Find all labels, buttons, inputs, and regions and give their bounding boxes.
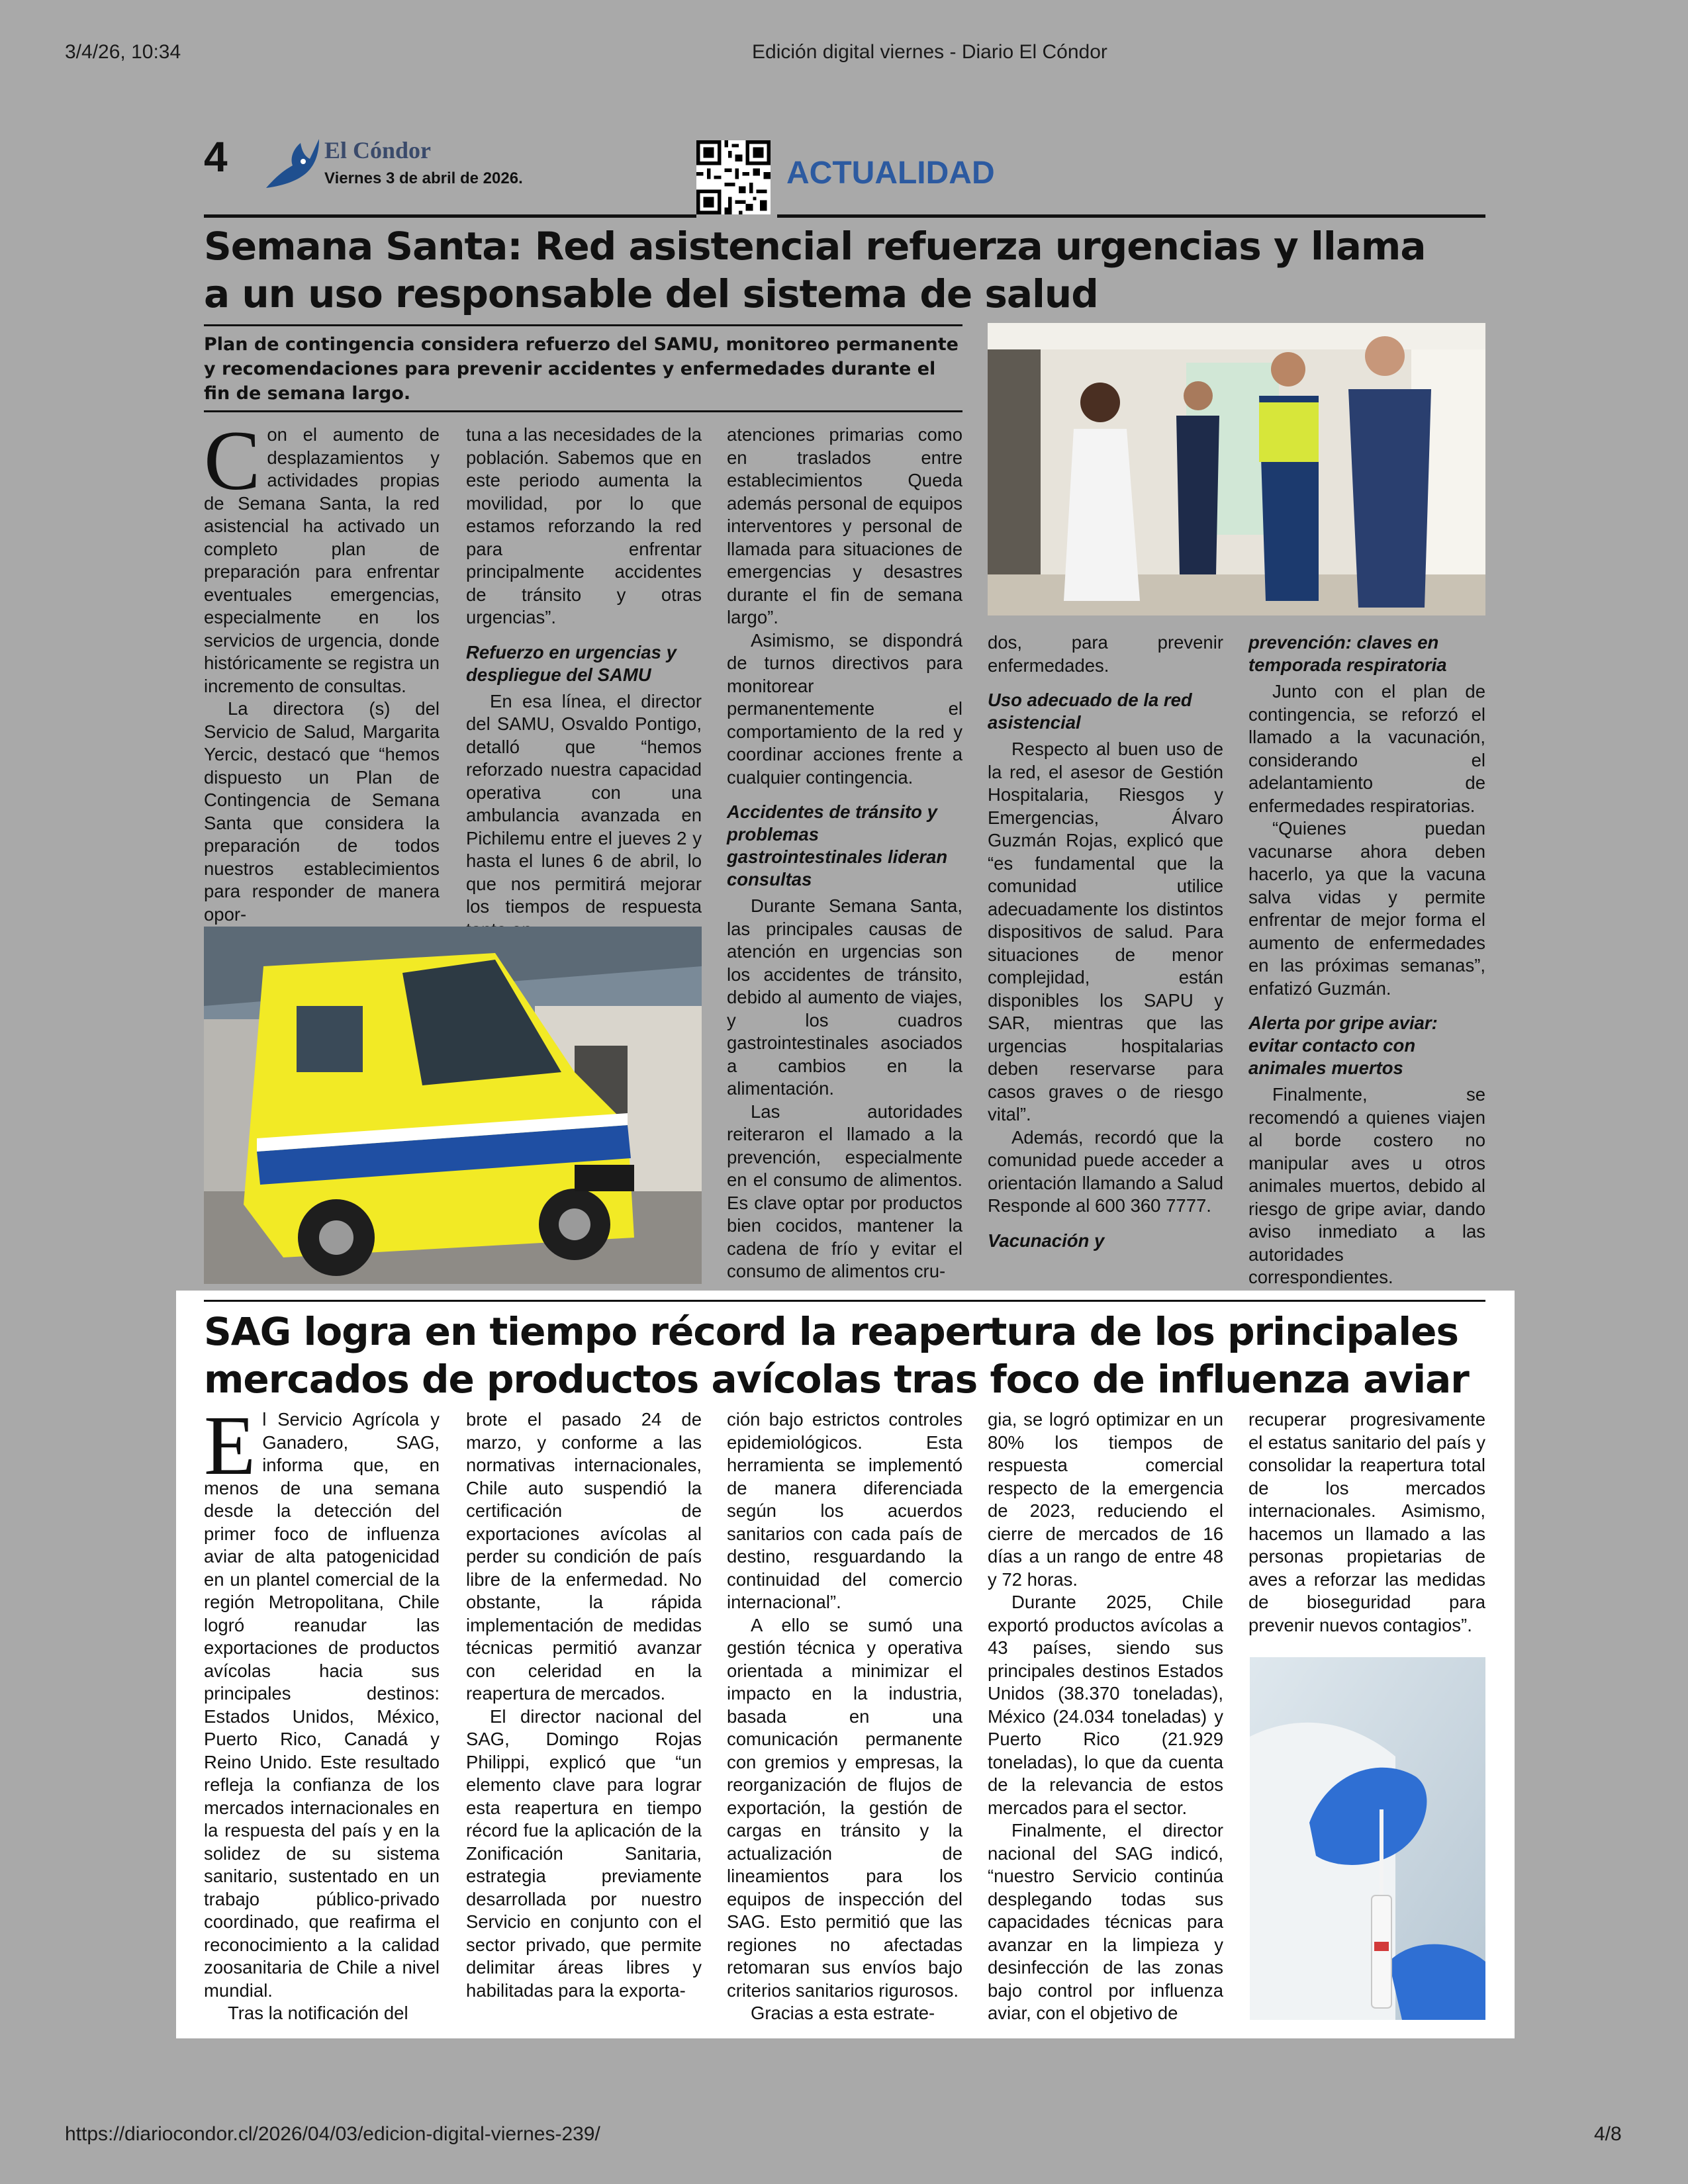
article1-col2-p1: tuna a las necesidades de la población. Sabemos que en este periodo aumenta la movilidad, por lo que estamos reforzando la red para enfrentar principalmente accidentes de tránsito y otras urgencias”.	[466, 424, 702, 627]
article1-subhead-accidentes: Accidentes de tránsito y problemas gastrointestinales lideran consultas	[727, 801, 948, 889]
article2-col2-p2: El director nacional del SAG, Domingo Rojas Philippi, explicó que “un elemento clave para lograr esta reapertura en tiempo récord fue la aplicación de la Zonificación Sanitaria, estrategia previamente desarrollada por nuestro Servicio en conjunto con el sector privado, que permite delimitar áreas libres y habilitadas para la exporta-	[466, 1706, 702, 2001]
print-page-title: Edición digital viernes - Diario El Cóndor	[752, 41, 1107, 63]
article2-col3-p2: A ello se sumó una gestión técnica y operativa orientada a minimizar el impacto en la industria, basada en una comunicación permanente con gremios y empresas, la reorganización de flujos de exportación, la gestión de cargas en tránsito y la actualización de lineamientos para los equipos de inspección del SAG. Esto permitió que las regiones no afectadas retomaran sus envíos bajo criterios sanitarios rigurosos.	[727, 1614, 962, 2001]
article1-col2	[466, 424, 702, 941]
article1-col3-p2: Asimismo, se dispondrá de turnos directivos para monitorear permanentemente el comportamiento de la red y coordinar acciones frente a cualquier contingencia.	[727, 629, 962, 788]
header-rule-right	[777, 214, 1485, 218]
deck-rule-top	[204, 324, 962, 326]
article2-col5	[1248, 1408, 1485, 1637]
article2-col4-p2: Durante 2025, Chile exportó productos avícolas a 43 países, siendo sus principales destinos Estados Unidos (38.370 toneladas), México (24.034 toneladas) y Puerto Rico (21.929 toneladas), lo que da cuenta de la relevancia de estos mercados para el sector.	[988, 1592, 1223, 1818]
article2-col2-p1: brote el pasado 24 de marzo, y conforme a las normativas internacionales, Chile auto suspendió la certificación de exportaciones avícolas al perder su condición de país libre de la enfermedad. No obstante, la rápida implementación de medidas técnicas permitió avanzar con celeridad en la reapertura de mercados.	[466, 1409, 702, 1704]
article1-headline: Semana Santa: Red asistencial refuerza urgencias y llama a un uso responsable del sistema de salud	[204, 224, 1426, 316]
article2-col3-p1: ción bajo estrictos controles epidemiológicos. Esta herramienta se implementó de manera diferenciada según los acuerdos sanitarios con cada país de destino, resguardando la continuidad del comercio internacional”.	[727, 1409, 962, 1612]
lab-test-photo	[1250, 1657, 1485, 2020]
article1-col2-p2: En esa línea, el director del SAMU, Osvaldo Pontigo, detalló que “hemos reforzado nuestra capacidad operativa con una ambulancia avanzada en Pichilemu entre el jueves 2 y hasta el lunes 6 de abril, lo que nos permitirá mejorar los tiempos de respuesta	[466, 690, 702, 917]
article1-col3-p3: Durante Semana Santa, las principales causas de atención en urgencias son los accidentes de tránsito, debido al aumento de viajes, y los cuadros gastrointestinales asociados a cambios en la alimentación.	[727, 895, 962, 1099]
ambulance-photo	[204, 927, 702, 1284]
article2-col4-p3: Finalmente, el director nacional del SAG indicó, “nuestro Servicio continúa desplegando todas sus capacidades técnicas para avanzar en la limpieza y desinfección de las zonas bajo control por influenza aviar, con el objetivo de	[988, 1820, 1223, 2023]
article1-col4	[988, 631, 1223, 1256]
article1-subhead-samu: Refuerzo en urgencias y despliegue del SAMU	[466, 641, 677, 685]
article1-col3-p4: Las autoridades reiteraron el llamado a la prevención, especialmente en el consumo de alimentos. Es clave optar por productos bien cocidos, mantener la cadena de frío y evitar el consumo de alimentos cru-	[727, 1101, 962, 1281]
article2-col5-p1: recuperar progresivamente el estatus sanitario del país y consolidar la reapertura total de los mercados internacionales. Asimismo, hacemos un llamado a las personas propietarias de aves a reforzar las medidas de bioseguridad para prevenir nuevos contagios”.	[1248, 1409, 1485, 1635]
article1-subhead-red: Uso adecuado de la red asistencial	[988, 690, 1192, 733]
article1-col4-p2: Respecto al buen uso de la red, el asesor de Gestión Hospitalaria, Riesgos y Emergencias, Álvaro Guzmán Rojas, explicó que “es fundamental que la comunidad utilice adecuadamente los distintos dispositivos de salud. Para situaciones de menor complejidad, están disponibles los SAPU y SAR, mientras que las urgencias hospitalarias deben reservarse para casos graves o de riesgo vital”.	[988, 739, 1223, 1124]
article1-col4-p1: dos, para prevenir enfermedades.	[988, 632, 1223, 676]
article2-headline: SAG logra en tiempo récord la reapertura de los principales mercados de productos avícolas tras foco de influenza aviar	[204, 1309, 1469, 1402]
article2-col3	[727, 1408, 962, 2025]
article1-col5-p3: Finalmente, se recomendó a quienes viajen al borde costero no manipular aves u otros animales muertos, debido al riesgo de gripe aviar, dando aviso inmediato a las autoridades correspondientes.	[1248, 1084, 1485, 1287]
article1-col1-p2: La directora (s) del Servicio de Salud, Margarita Yercic, destacó que “hemos dispuesto un Plan de Contingencia de Semana Santa que considera la preparación de todos nuestros establecimientos para responder de manera opor-	[204, 698, 440, 925]
article1-dropcap: C	[204, 414, 261, 508]
article2-col4-p1: gia, se logró optimizar en un 80% los tiempos de respuesta comercial respecto de la emergencia de 2023, reduciendo el cierre de mercados de 16 días a un rango de entre 48 y 72 horas.	[988, 1409, 1223, 1590]
article2-col2	[466, 1408, 702, 2002]
print-url[interactable]: https://diariocondor.cl/2026/04/03/edicion-digital-viernes-239/	[65, 2123, 600, 2145]
article1-col3	[727, 424, 962, 1283]
article1-subhead-prevencion: prevención: claves en temporada respiratoria	[1248, 632, 1447, 675]
print-datetime: 3/4/26, 10:34	[65, 41, 181, 63]
brand-name: El Cóndor	[324, 137, 432, 163]
article1-col3-p1: atenciones primarias como en traslados entre establecimientos Queda además personal de equipos interventores y personal de llamada para situaciones de emergencias y desastres durante el fin de semana largo”.	[727, 424, 962, 627]
print-pager: 4/8	[1594, 2123, 1622, 2145]
article2-col3-p3: Gracias a esta estrate-	[751, 2003, 935, 2023]
article2-col1-p2: Tras la notificación del	[228, 2003, 408, 2023]
article2-rule	[204, 1300, 1485, 1302]
qr-code-icon[interactable]	[696, 140, 771, 214]
article1-col5	[1248, 631, 1485, 1289]
article1-subhead-vacunacion: Vacunación y	[988, 1230, 1105, 1251]
article2-dropcap: E	[204, 1398, 256, 1492]
article1-col5-p2: “Quienes puedan vacunarse ahora deben hacerlo, ya que la vacuna salva vidas y permite enfrentar de mejor forma el aumento de enfermedades en las próximas semanas”, enfatizó Guzmán.	[1248, 818, 1485, 999]
article1-subhead-gripe: Alerta por gripe aviar: evitar contacto con animales muertos	[1248, 1013, 1438, 1078]
article2-col1-p1: l Servicio Agrícola y Ganadero, SAG, informa que, en menos de una semana desde la detección del primer foco de influenza aviar de alta patogenicidad en un plantel comercial de la región Metropolitana, Chile logró reanudar las exportaciones de productos avícolas hacia sus principales destinos: Estados Unidos, México, Puerto Rico, Canadá y Reino Unido. Este resultado refleja la confianza de los mercados internacionales en la respuesta del país y en la solidez de su sistema sanitario, sustentado en un trabajo público-privado coordinado, que reafirma el reconocimiento a la calidad zoosanitaria de Chile a nivel mundial.	[204, 1409, 440, 2001]
article1-col1-p1: on el aumento de desplazamientos y actividades propias de Semana Santa, la red asistencial ha activado un completo plan de preparación para enfrentar eventuales emergencias, especialmente en los servicios de urgencia, donde históricamente se registra un incremento de consultas.	[204, 424, 440, 696]
staff-photo	[988, 323, 1485, 615]
deck-rule-bottom	[204, 410, 962, 412]
article2-col4	[988, 1408, 1223, 2025]
article1-col1	[204, 414, 440, 926]
article1-col4-p3: Además, recordó que la comunidad puede acceder a orientación llamando a Salud Responde al 600 360 7777.	[988, 1126, 1223, 1216]
page-number: 4	[204, 133, 228, 181]
condor-logo-icon	[263, 136, 320, 192]
section-label: ACTUALIDAD	[786, 156, 995, 191]
article1-col5-p1: Junto con el plan de contingencia, se reforzó el llamado a la vacunación, considerando el adelantamiento de enfermedades respiratorias.	[1248, 681, 1485, 816]
article1-deck: Plan de contingencia considera refuerzo del SAMU, monitoreo permanente y recomendaciones para prevenir accidentes y enfermedades durante el fin de semana largo.	[204, 334, 959, 404]
header-rule-left	[204, 214, 696, 218]
edition-date: Viernes 3 de abril de 2026.	[324, 169, 523, 187]
article2-col1	[204, 1398, 440, 2025]
